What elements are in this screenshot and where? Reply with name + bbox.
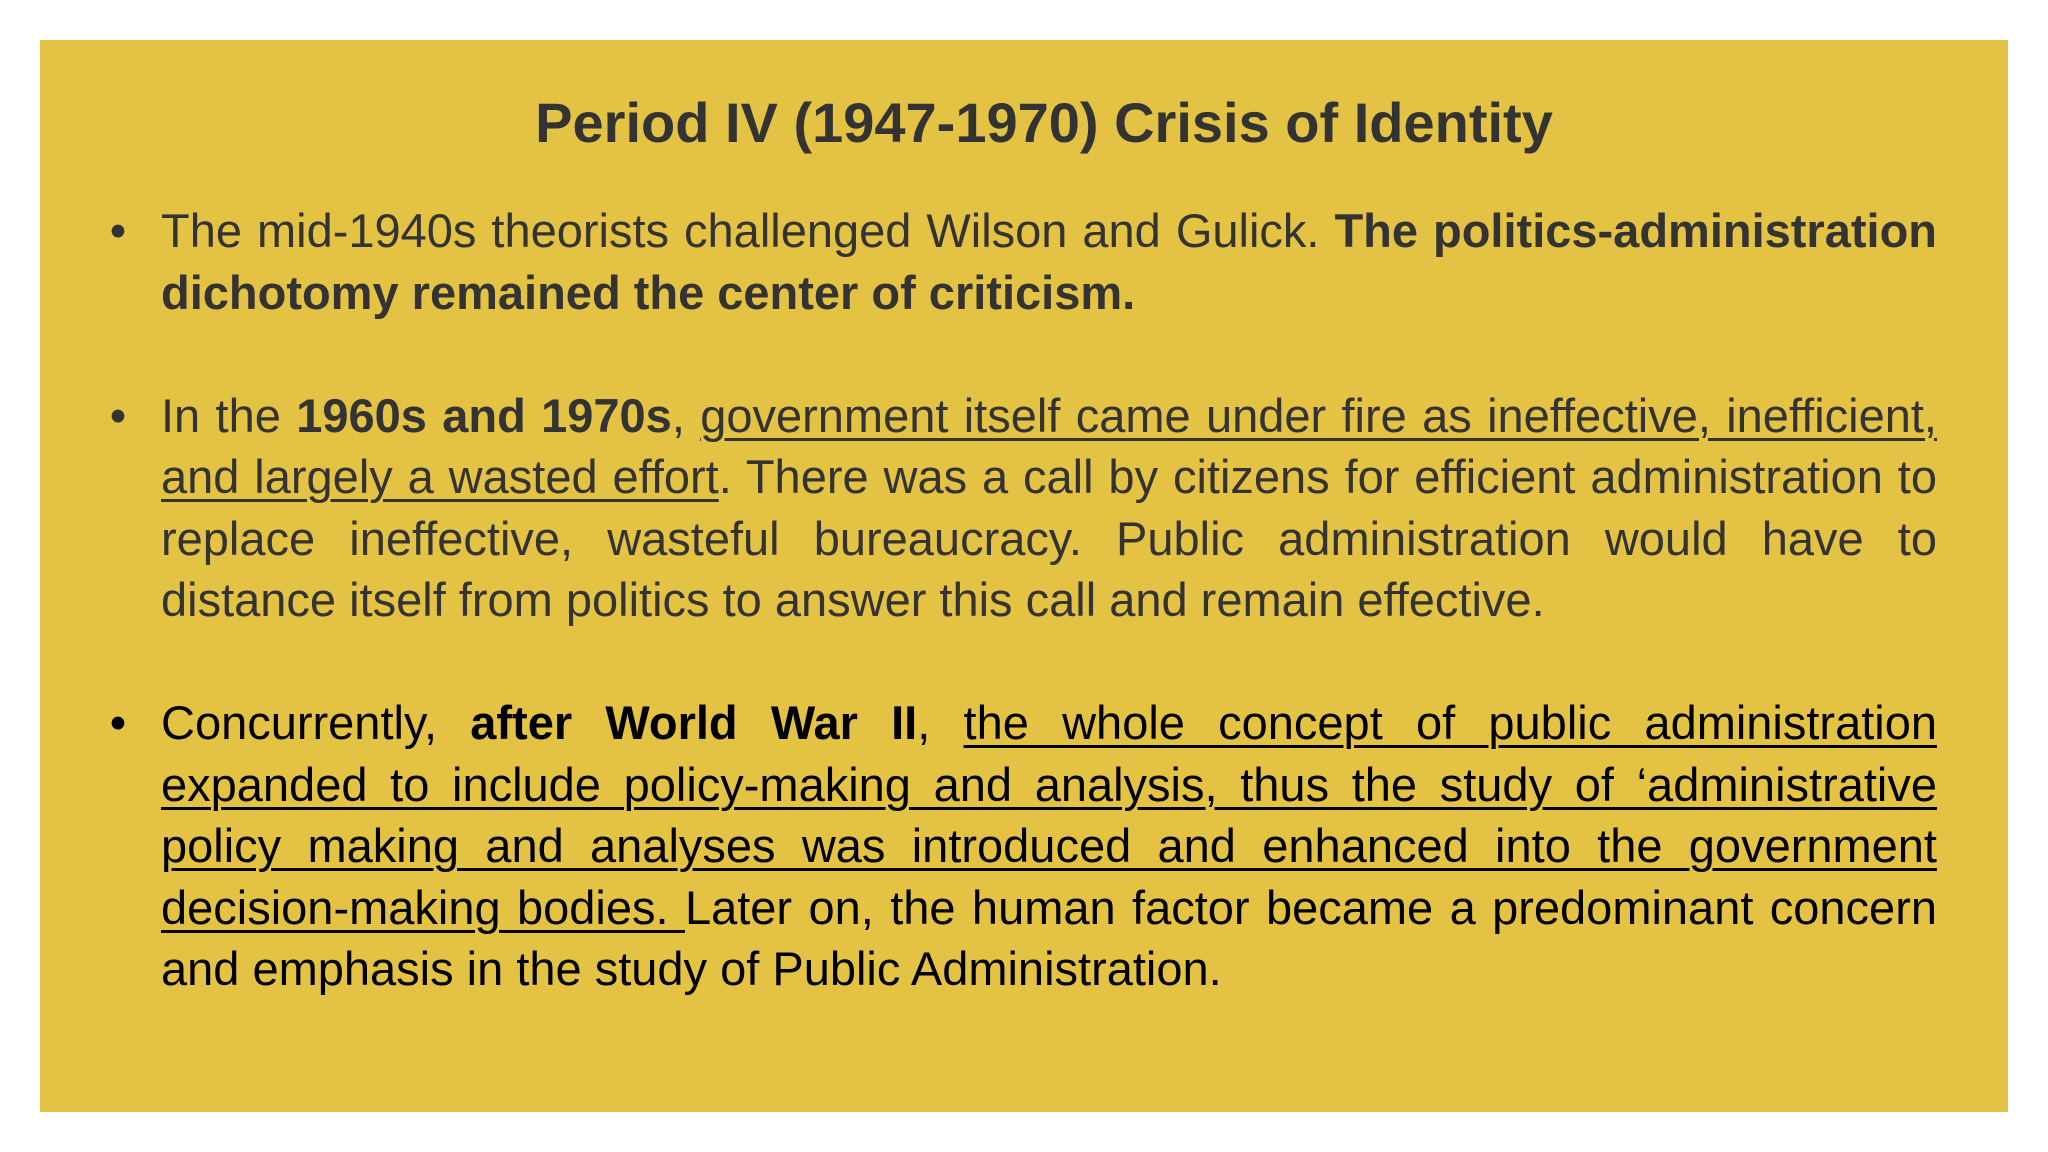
bullet-2-text-3: . There was a call by citizens for efficient administration to replace ineffective, wasteful bureaucracy. Public administration would have to distance itself from politics to answer this call and remain effective. [161, 450, 1937, 626]
bullet-list [109, 200, 1938, 1061]
bullet-3-bold-wwii: after World War II [470, 696, 918, 749]
bullet-1-text-1: The mid-1940s theorists challenged Wilson and Gulick. [161, 204, 1335, 257]
bullet-icon: • [109, 204, 127, 257]
bullet-item-1 [109, 200, 1937, 323]
bullet-2-bold-decades: 1960s and 1970s [296, 388, 672, 442]
bullet-item-2 [109, 385, 1937, 631]
slide [40, 40, 2008, 1112]
bullet-3-text-3: Later on, the human factor became a predominant concern and emphasis in the study of Public Administration. [161, 880, 1937, 995]
bullet-2-text-2: , [671, 388, 701, 442]
bullet-2-underlined-text: government itself came under fire as ineffective, inefficient, and largely a wasted effort [161, 388, 1937, 503]
bullet-icon: • [109, 696, 127, 749]
bullet-3-underlined-text: the whole concept of public administration expanded to include policy-making and analysis, thus the study of ‘administrative policy making and analyses was introduced and enhanced into the government decision-making bodies. [161, 696, 1938, 934]
bullet-3-text-1: Concurrently, [161, 696, 471, 749]
slide-title: Period IV (1947-1970) Crisis of Identity [535, 91, 1553, 154]
bullet-3-text-2: , [917, 696, 964, 749]
bullet-item-3 [109, 692, 1938, 1000]
bullet-1-bold-text: The politics-administration dichotomy remained the center of criticism. [161, 204, 1937, 319]
bullet-icon: • [109, 388, 127, 442]
bullet-2-text-1: In the [161, 388, 297, 442]
